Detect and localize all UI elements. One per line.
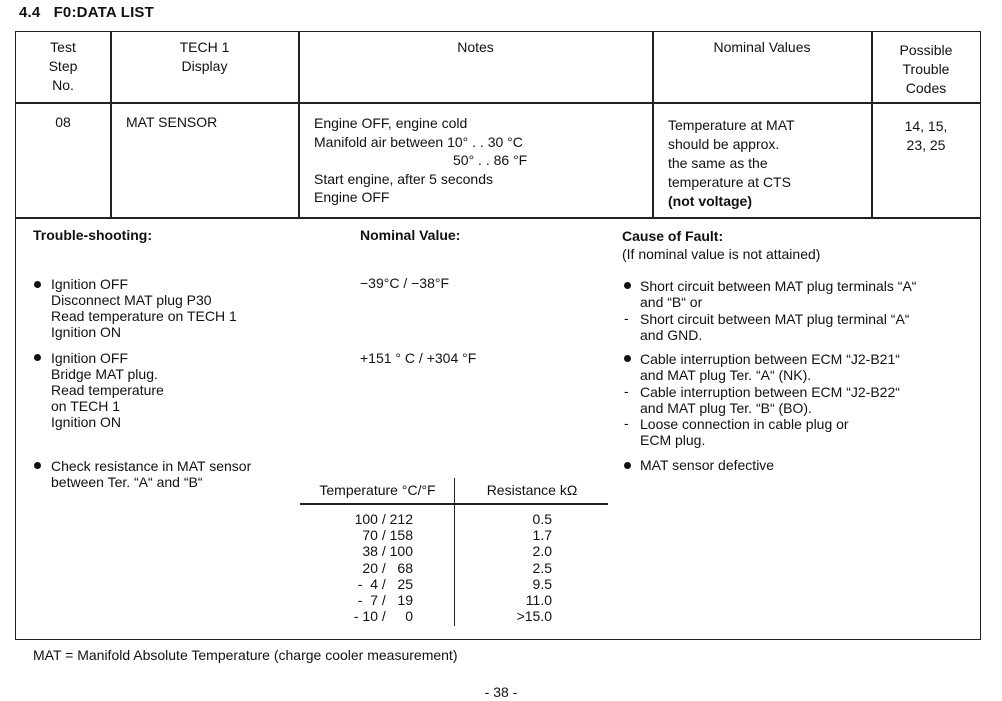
nominal-value-heading: Nominal Value: — [360, 227, 461, 243]
resistance-value: 2.5 — [532, 559, 552, 576]
resistance-values — [490, 511, 552, 624]
cause-2c-text: Loose connection in cable plug or ECM plug. — [640, 416, 849, 448]
section-number: 4.4 — [19, 4, 41, 21]
cause-of-fault-subheading: (If nominal value is not attained) — [622, 246, 821, 262]
section-heading — [19, 4, 154, 21]
temp-value: 100 / 212 — [354, 511, 413, 527]
cause-2b-text: Cable interruption between ECM “J2-B22“ and MAT plug Ter. “B“ (BO). — [640, 384, 900, 416]
cause-3-text: MAT sensor defective — [640, 457, 775, 473]
step-2-nominal: +151 ° C / +304 °F — [360, 350, 477, 366]
row-divider — [15, 217, 981, 219]
row-display: MAT SENSOR — [126, 114, 218, 130]
row-codes: 14, 15, 23, 25 — [904, 118, 948, 153]
resistance-col-divider — [454, 478, 455, 626]
step-3-text: Check resistance in MAT sensor between Ter. “A“ and “B“ — [51, 458, 252, 490]
step-1-text: Ignition OFF Disconnect MAT plug P30 Read temperature on TECH 1 Ignition ON — [51, 276, 237, 340]
cause-2-bullet — [624, 355, 631, 362]
footnote: MAT = Manifold Absolute Temperature (charge cooler measurement) — [33, 647, 458, 663]
header-test-step: Test Step No. — [48, 39, 78, 93]
header-notes: Notes — [457, 39, 494, 55]
temp-value: 70 / 158 — [362, 527, 413, 544]
header-possible-codes: Possible Trouble Codes — [899, 42, 953, 96]
row-nominal: Temperature at MAT should be approx. the same as the temperature at CTS (not voltage) — [668, 117, 795, 209]
temp-value: 20 / 68 — [362, 559, 413, 576]
resistance-temps — [318, 511, 413, 624]
temp-value: - 7 / 19 — [357, 592, 413, 609]
troubleshooting-heading: Trouble-shooting: — [33, 227, 152, 243]
cause-2-dash-1: - — [624, 383, 629, 399]
cause-1-dash: - — [624, 310, 629, 326]
step-1-nominal: −39°C / −38°F — [360, 275, 450, 291]
col-divider-3 — [652, 31, 654, 218]
temp-value: 38 / 100 — [362, 543, 413, 560]
cause-2-text: Cable interruption between ECM “J2-B21“ and MAT plug Ter. “A“ (NK). — [640, 351, 900, 383]
cause-2-dash-2: - — [624, 415, 629, 431]
cause-1b-text: Short circuit between MAT plug terminal “A“ and GND. — [640, 311, 910, 343]
page-number: - 38 - — [484, 684, 518, 700]
row-step-number: 08 — [55, 114, 71, 130]
header-nominal-values: Nominal Values — [713, 39, 811, 55]
cause-1-bullet — [624, 282, 631, 289]
resistance-value: >15.0 — [516, 608, 552, 625]
temp-value: - 4 / 25 — [357, 575, 413, 592]
header-divider — [15, 102, 981, 104]
col-divider-2 — [298, 31, 300, 218]
header-tech1-display: TECH 1 Display — [179, 39, 230, 74]
step-3-bullet — [34, 462, 41, 469]
cause-1-text: Short circuit between MAT plug terminals “A“ and “B“ or — [640, 278, 917, 310]
step-2-text: Ignition OFF Bridge MAT plug. Read temperature on TECH 1 Ignition ON — [51, 350, 164, 430]
resistance-col1-header: Temperature °C/°F — [319, 482, 436, 498]
row-notes: Engine OFF, engine cold Manifold air between 10° . . 30 °C 50° . . 86 °F Start engine, after 5 seconds Engine OFF — [314, 115, 528, 205]
resistance-value: 0.5 — [532, 511, 552, 527]
step-1-bullet — [34, 281, 41, 288]
resistance-value: 9.5 — [532, 575, 552, 592]
cause-3-bullet — [624, 462, 631, 469]
section-title: F0:DATA LIST — [53, 4, 155, 21]
resistance-col2-header: Resistance kΩ — [486, 482, 578, 498]
step-2-bullet — [34, 354, 41, 361]
resistance-value: 1.7 — [532, 527, 552, 544]
resistance-value: 2.0 — [532, 543, 552, 560]
resistance-value: 11.0 — [525, 592, 552, 609]
temp-value: - 10 / 0 — [353, 608, 413, 625]
cause-of-fault-heading: Cause of Fault: — [622, 228, 724, 244]
